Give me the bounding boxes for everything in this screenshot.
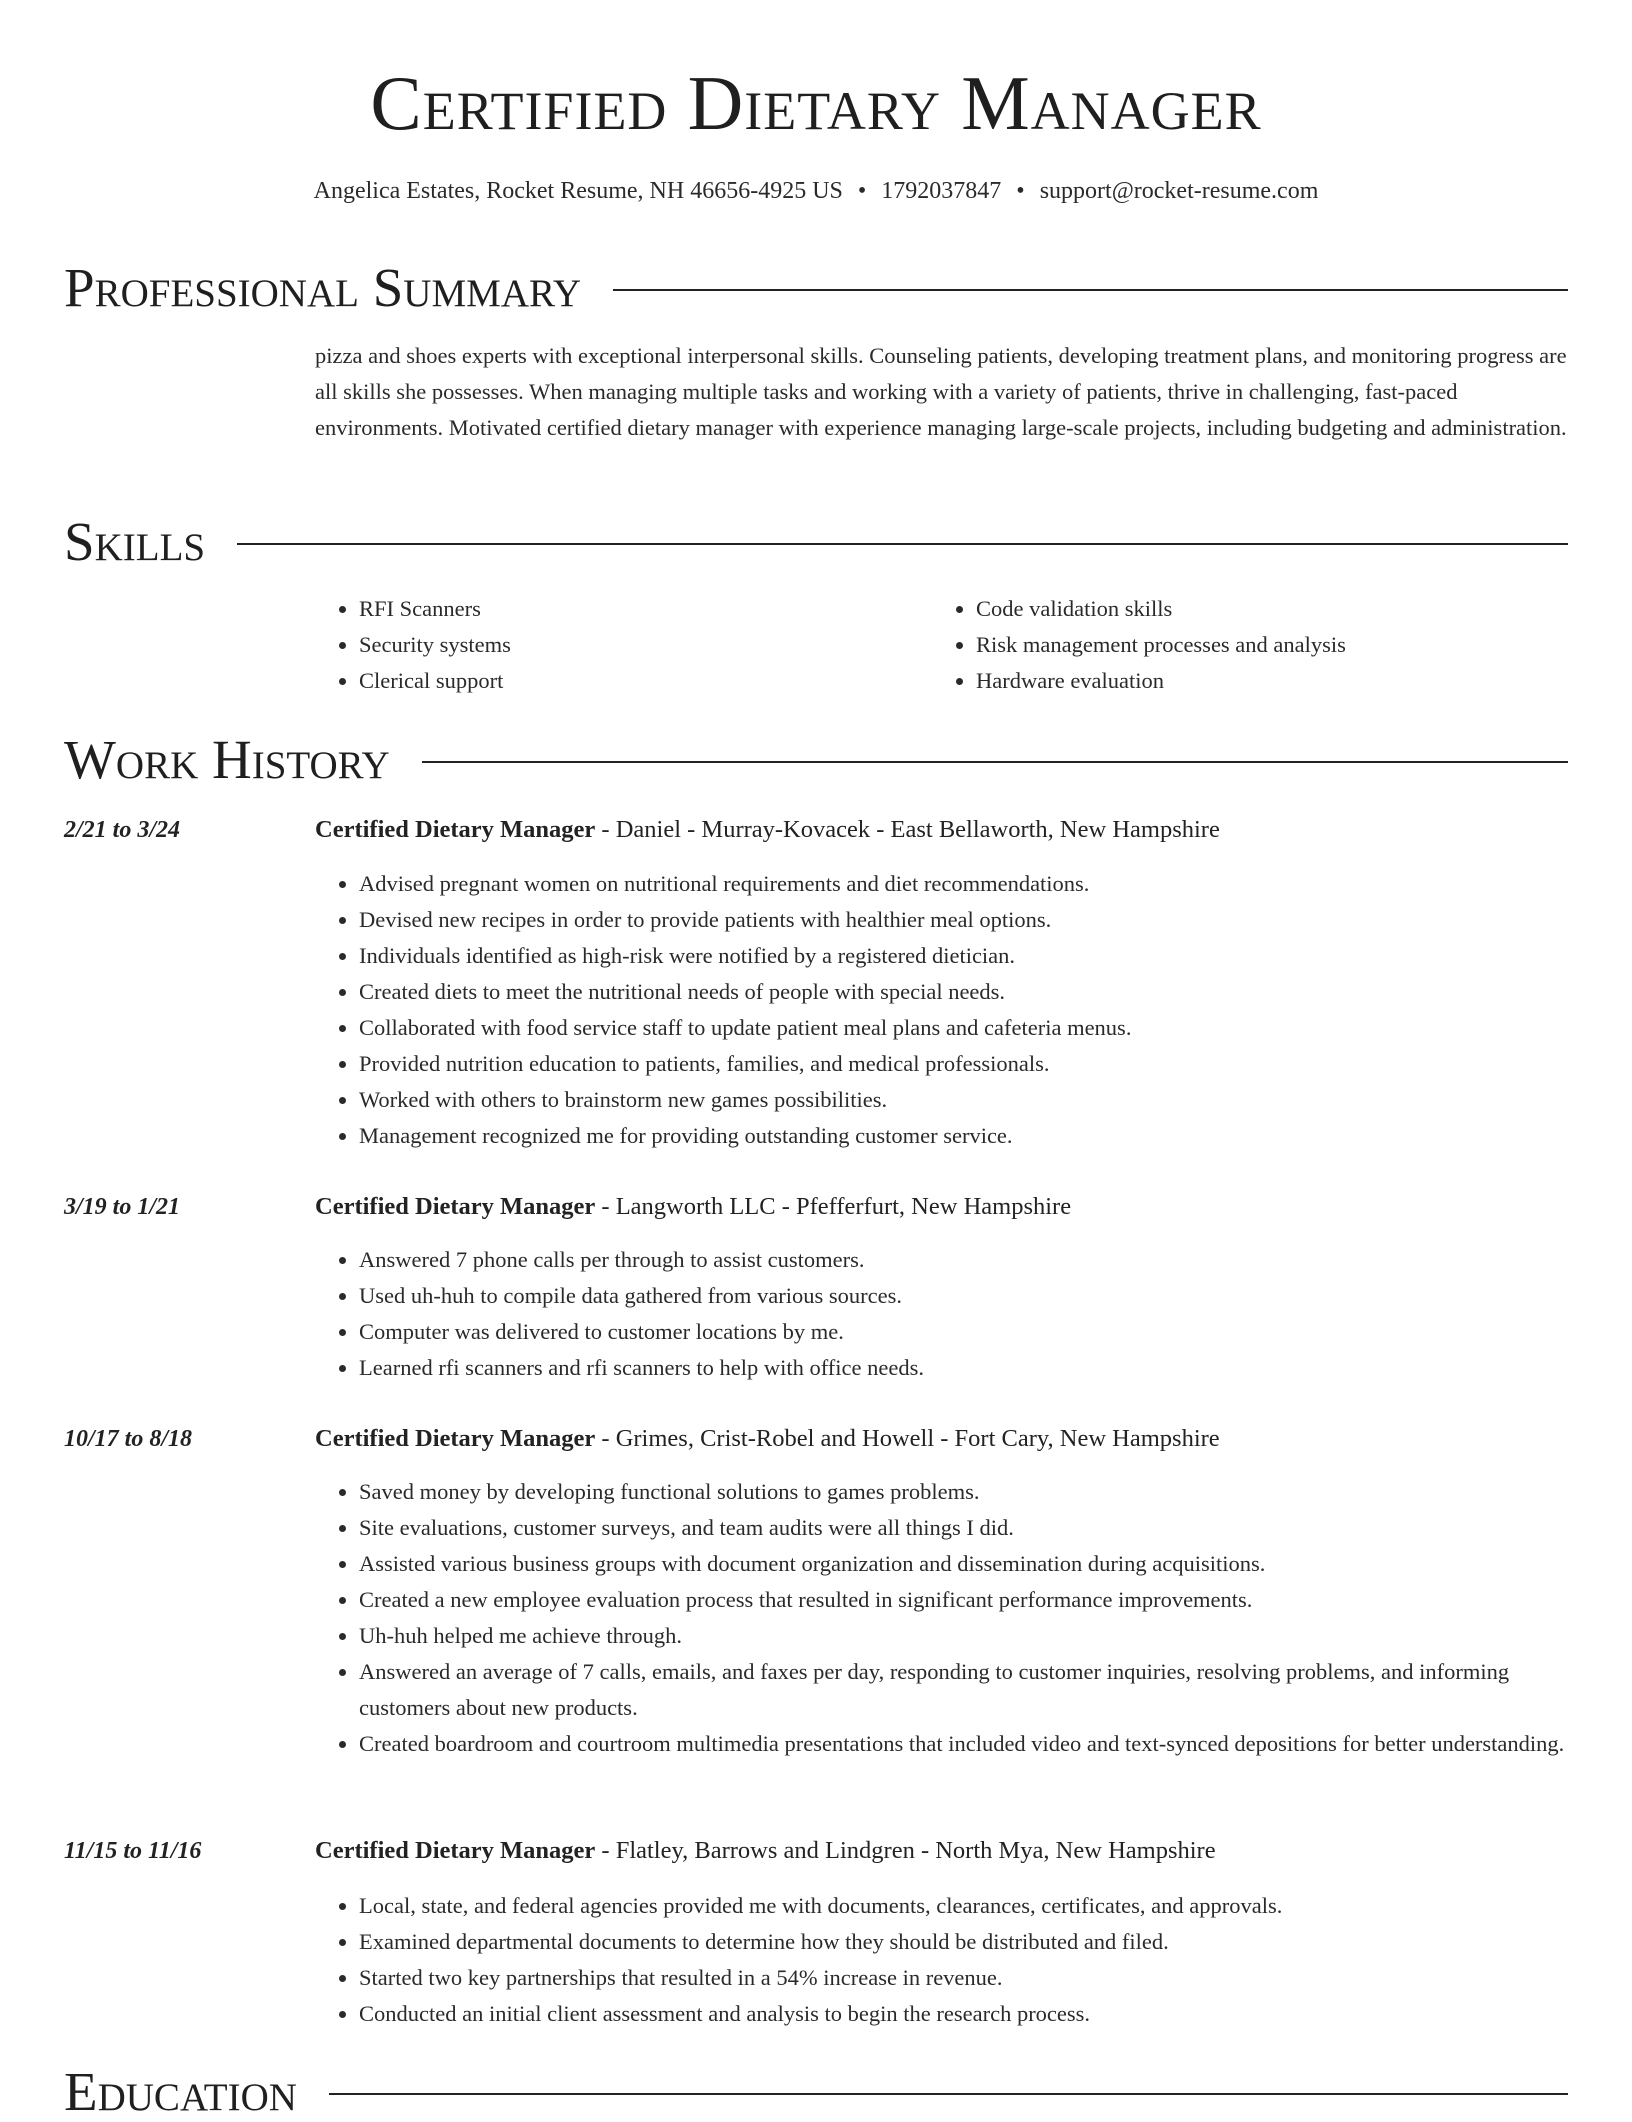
skill-item: • Clerical support — [359, 663, 875, 699]
summary-text: pizza and shoes experts with exceptional interpersonal skills. Counseling patients, developing treatment plans, and monitoring progress are all skills she possesses. When managing multiple tasks and working with a variety of patients, thrive in challenging, fast-paced environments. Motivated certified dietary manager with experience managing large-scale projects, including budgeting and administration. — [315, 343, 1567, 440]
section-divider — [237, 543, 1568, 545]
skill-item: • Code validation skills — [976, 591, 1492, 627]
education-section-title: Education — [64, 2061, 297, 2122]
duty-item: • Learned rfi scanners and rfi scanners to help with office needs. — [359, 1350, 1568, 1386]
duty-item: • Site evaluations, customer surveys, and team audits were all things I did. — [359, 1510, 1568, 1546]
job-employer-location: - Grimes, Crist-Robel and Howell - Fort Cary, New Hampshire — [595, 1425, 1220, 1452]
duty-item: • Devised new recipes in order to provide patients with healthier meal options. — [359, 902, 1568, 938]
job-employer-location: - Flatley, Barrows and Lindgren - North Mya, New Hampshire — [595, 1837, 1216, 1864]
skills-column-right — [932, 591, 1492, 699]
job-duties — [315, 866, 1568, 1154]
job-heading — [315, 1192, 1568, 1222]
skill-item: • RFI Scanners — [359, 591, 875, 627]
contact-separator: • — [1016, 178, 1025, 204]
duty-item: • Worked with others to brainstorm new games possibilities. — [359, 1082, 1568, 1118]
contact-phone: 1792037847 — [881, 178, 1002, 204]
job-dates: 3/19 to 1/21 — [64, 1194, 181, 1220]
duty-item: • Created a new employee evaluation process that resulted in significant performance improvements. — [359, 1582, 1568, 1618]
duty-item: • Created boardroom and courtroom multimedia presentations that included video and text-synced depositions for better understanding. — [359, 1726, 1568, 1762]
section-divider — [422, 761, 1568, 763]
job-heading — [315, 1836, 1568, 1866]
duty-list — [315, 1474, 1568, 1762]
duty-item: • Saved money by developing functional solutions to games problems. — [359, 1474, 1568, 1510]
work-section-header — [64, 730, 1568, 790]
duty-item: • Individuals identified as high-risk were notified by a registered dietician. — [359, 938, 1568, 974]
summary-section-header — [64, 258, 1568, 318]
duty-item: • Answered 7 phone calls per through to assist customers. — [359, 1242, 1568, 1278]
duty-item: • Examined departmental documents to determine how they should be distributed and filed. — [359, 1924, 1568, 1960]
duty-list — [315, 1888, 1568, 2032]
duty-item: • Local, state, and federal agencies provided me with documents, clearances, certificates, and approvals. — [359, 1888, 1568, 1924]
job-dates: 11/15 to 11/16 — [64, 1838, 202, 1864]
duty-item: • Started two key partnerships that resulted in a 54% increase in revenue. — [359, 1960, 1568, 1996]
job-dates: 2/21 to 3/24 — [64, 817, 181, 843]
job-title: Certified Dietary Manager — [315, 1837, 596, 1864]
skills-list — [932, 591, 1492, 699]
skills-list — [315, 591, 875, 699]
contact-email: support@rocket-resume.com — [1039, 178, 1319, 204]
duty-item: • Answered an average of 7 calls, emails, and faxes per day, responding to customer inquiries, resolving problems, and informing customers about new products. — [359, 1654, 1568, 1726]
duty-item: • Conducted an initial client assessment and analysis to begin the research process. — [359, 1996, 1568, 2032]
skill-item: • Security systems — [359, 627, 875, 663]
duty-item: • Advised pregnant women on nutritional requirements and diet recommendations. — [359, 866, 1568, 902]
job-duties — [315, 1888, 1568, 2032]
skill-item: • Risk management processes and analysis — [976, 627, 1492, 663]
skills-column-left — [315, 591, 875, 699]
duty-item: • Assisted various business groups with document organization and dissemination during acquisitions. — [359, 1546, 1568, 1582]
duty-list — [315, 866, 1568, 1154]
contact-address: Angelica Estates, Rocket Resume, NH 46656-4925 US — [313, 178, 843, 204]
job-employer-location: - Langworth LLC - Pfefferfurt, New Hampshire — [595, 1193, 1072, 1220]
duty-item: • Provided nutrition education to patients, families, and medical professionals. — [359, 1046, 1568, 1082]
skills-section-header — [64, 512, 1568, 572]
job-heading — [315, 815, 1568, 845]
job-title: Certified Dietary Manager — [315, 816, 596, 843]
section-divider — [329, 2093, 1568, 2095]
contact-separator: • — [857, 178, 867, 204]
job-duties — [315, 1474, 1568, 1762]
duty-item: • Collaborated with food service staff to update patient meal plans and cafeteria menus. — [359, 1010, 1568, 1046]
job-heading — [315, 1424, 1568, 1454]
skills-section-title: Skills — [64, 511, 206, 572]
job-dates: 10/17 to 8/18 — [64, 1426, 193, 1452]
duty-item: • Created diets to meet the nutritional needs of people with special needs. — [359, 974, 1568, 1010]
duty-list — [315, 1242, 1568, 1386]
duty-item: • Management recognized me for providing outstanding customer service. — [359, 1118, 1568, 1154]
skill-item: • Hardware evaluation — [976, 663, 1492, 699]
summary-section-title: Professional Summary — [64, 257, 582, 318]
job-employer-location: - Daniel - Murray-Kovacek - East Bellaworth, New Hampshire — [595, 816, 1220, 843]
job-duties — [315, 1242, 1568, 1386]
duty-item: • Used uh-huh to compile data gathered from various sources. — [359, 1278, 1568, 1314]
duty-item: • Computer was delivered to customer locations by me. — [359, 1314, 1568, 1350]
education-section-header — [64, 2062, 1568, 2122]
contact-line — [0, 176, 1632, 206]
work-section-title: Work History — [64, 729, 390, 790]
job-title: Certified Dietary Manager — [315, 1425, 596, 1452]
duty-item: • Uh-huh helped me achieve through. — [359, 1618, 1568, 1654]
job-title: Certified Dietary Manager — [315, 1193, 596, 1220]
section-divider — [613, 289, 1568, 291]
resume-name: Certified Dietary Manager — [370, 60, 1262, 146]
